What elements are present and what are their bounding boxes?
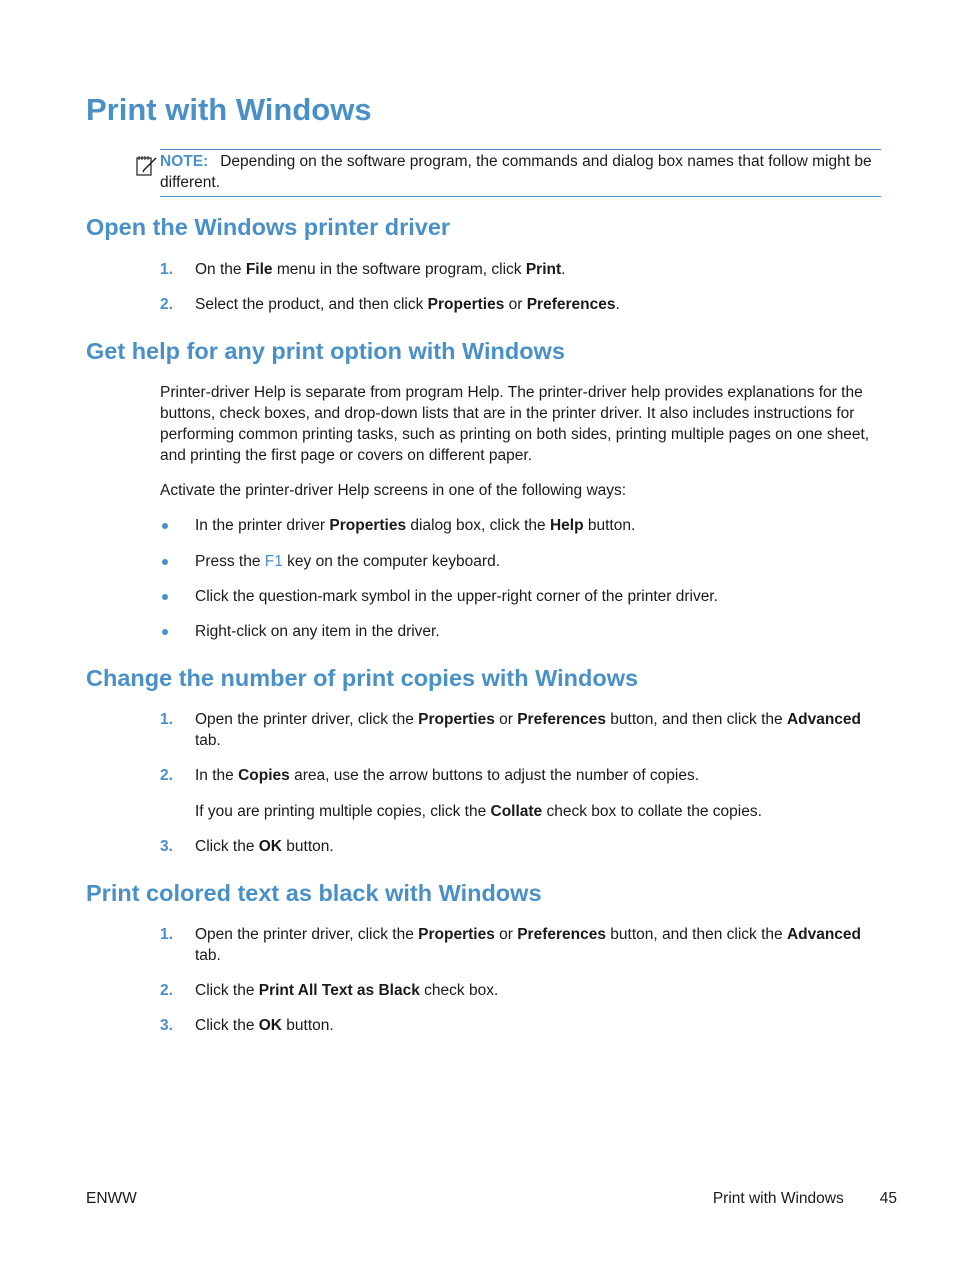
list-item: Press the F1 key on the computer keyboard. — [160, 551, 882, 572]
list-item: 3. Click the OK button. — [160, 1017, 334, 1034]
paragraph: Activate the printer-driver Help screens in one of the following ways: — [160, 482, 627, 499]
note-label: NOTE: — [160, 153, 209, 170]
footer-left: ENWW — [86, 1190, 137, 1207]
list-item: 3. Click the OK button. — [160, 838, 334, 855]
bullet-icon — [162, 629, 168, 635]
list-item: Right-click on any item in the driver. — [160, 621, 882, 642]
footer-right — [713, 1188, 897, 1209]
page-number: 45 — [879, 1190, 897, 1207]
bullet-icon — [162, 559, 168, 565]
step-number: 2. — [160, 296, 173, 313]
footer-section-title: Print with Windows — [712, 1190, 844, 1207]
section-heading-get-help: Get help for any print option with Windows — [86, 338, 565, 364]
step-number: 2. — [160, 767, 173, 784]
note-text: Depending on the software program, the commands and dialog box names that follow might be different. — [160, 153, 872, 191]
step-number: 1. — [160, 711, 173, 728]
paragraph: Printer-driver Help is separate from program Help. The printer-driver help provides explanations for the buttons, check boxes, and drop-down lists that are in the printer driver. It also includes instructions for performing common printing tasks, such as printing on both sides, printing multiple pages on one sheet, and printing the first page or covers on different paper. — [160, 384, 870, 464]
step-number: 3. — [160, 1017, 173, 1034]
section-heading-black-text: Print colored text as black with Windows — [86, 880, 542, 906]
note-icon — [135, 153, 159, 177]
page-title: Print with Windows — [86, 92, 372, 127]
list-item: Click the question-mark symbol in the upper-right corner of the printer driver. — [160, 586, 882, 607]
paragraph: If you are printing multiple copies, click the Collate check box to collate the copies. — [195, 803, 762, 820]
list-item: 2. In the Copies area, use the arrow buttons to adjust the number of copies. — [160, 767, 700, 784]
list-item: 1. Open the printer driver, click the Properties or Preferences button, and then click the Advanced tab. — [160, 711, 862, 749]
list-item: 1. On the File menu in the software program, click Print. — [160, 261, 566, 278]
section-heading-open-driver: Open the Windows printer driver — [86, 214, 451, 240]
step-number: 2. — [160, 982, 173, 999]
step-number: 3. — [160, 838, 173, 855]
step-number: 1. — [160, 261, 173, 278]
list-item: 1. Open the printer driver, click the Properties or Preferences button, and then click the Advanced tab. — [160, 926, 862, 964]
key-f1: F1 — [264, 553, 283, 570]
note-box — [160, 149, 881, 197]
bullet-icon — [162, 594, 168, 600]
section-heading-copies: Change the number of print copies with Windows — [86, 665, 639, 691]
list-item: 2. Select the product, and then click Properties or Preferences. — [160, 296, 620, 313]
step-number: 1. — [160, 926, 173, 943]
list-item: 2. Click the Print All Text as Black check box. — [160, 982, 499, 999]
list-item: In the printer driver Properties dialog box, click the Help button. — [160, 515, 882, 536]
bullet-icon — [162, 523, 168, 529]
